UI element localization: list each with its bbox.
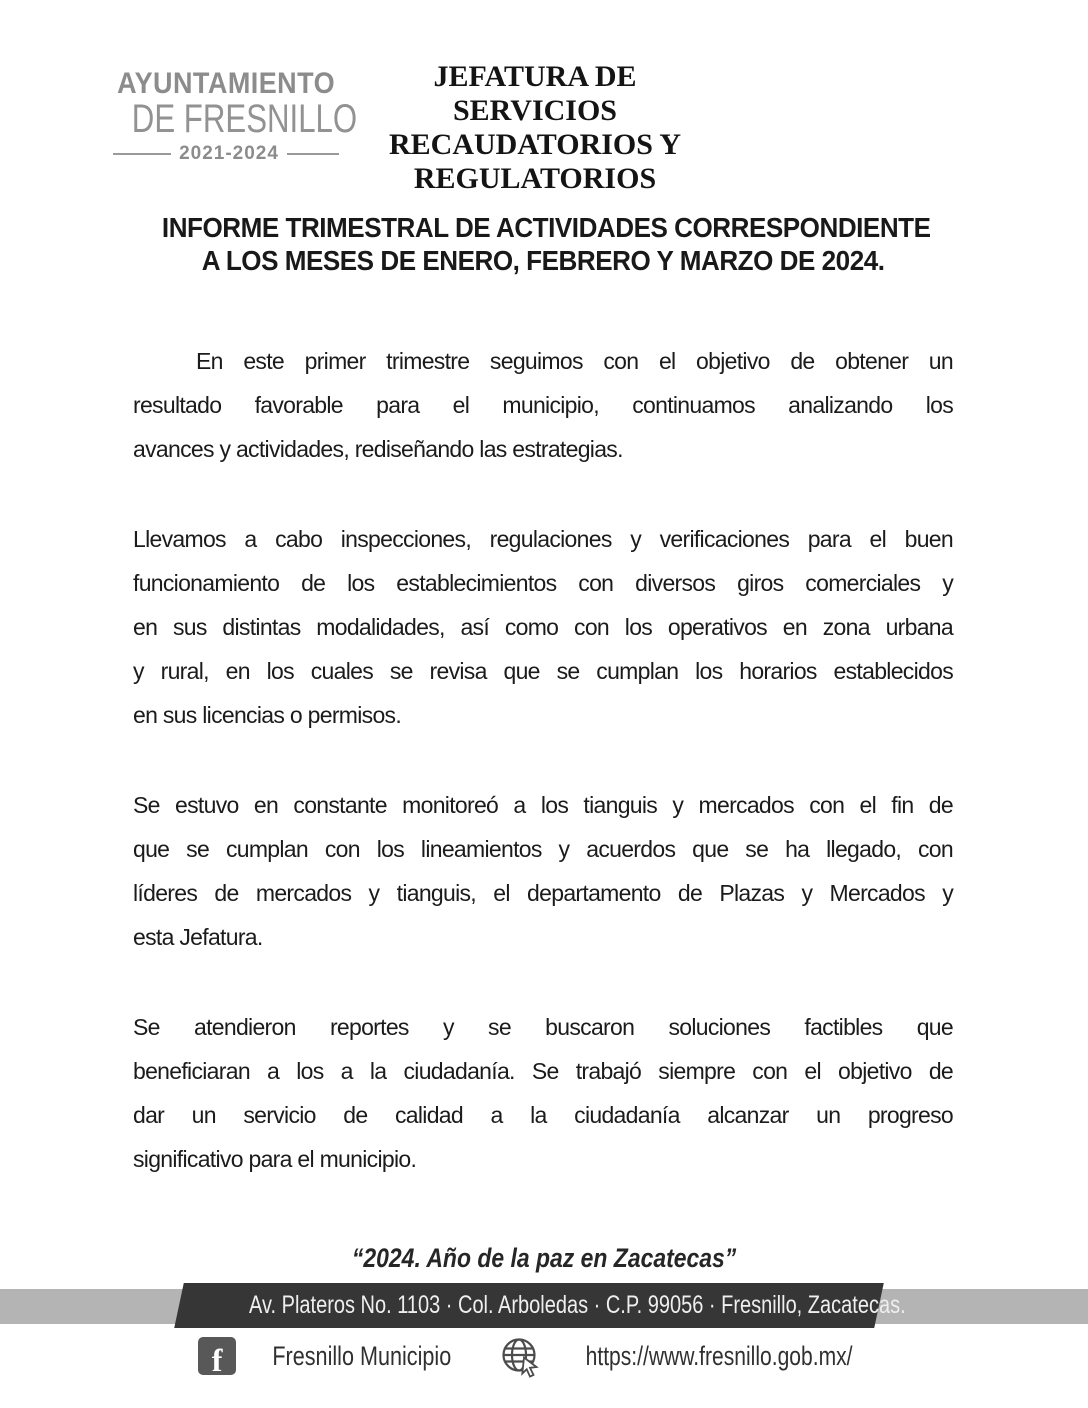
paragraph-line: resultado favorable para el municipio, continuamos analizando los	[133, 392, 953, 418]
paragraph-line: que se cumplan con los lineamientos y acuerdos que se ha llegado, con	[133, 836, 953, 862]
department-title-line: REGULATORIOS	[413, 162, 657, 195]
paragraph	[133, 1005, 953, 1181]
logo-rule-left	[113, 153, 171, 155]
paragraph-line: en sus distintas modalidades, así como con los operativos en zona urbana	[133, 614, 953, 640]
report-title-line: INFORME TRIMESTRAL DE ACTIVIDADES CORRESPONDIENTE	[161, 212, 931, 243]
paragraph-line: y rural, en los cuales se revisa que se cumplan los horarios establecidos	[133, 658, 953, 684]
paragraph-line: avances y actividades, rediseñando las estrategias.	[133, 436, 623, 462]
report-title-line: A LOS MESES DE ENERO, FEBRERO Y MARZO DE 2024.	[201, 245, 885, 276]
state-slogan: “2024. Año de la paz en Zacatecas”	[351, 1243, 737, 1273]
logo-rule-right	[287, 153, 339, 155]
address-text: Av. Plateros No. 1103 · Col. Arboledas · C.P. 99056 · Fresnillo, Zacatecas.	[249, 1291, 906, 1319]
paragraph-line: esta Jefatura.	[133, 924, 263, 950]
logo-line-ayuntamiento: AYUNTAMIENTO	[117, 67, 335, 100]
facebook-icon: f	[198, 1337, 236, 1375]
paragraph-line: En este primer trimestre seguimos con el objetivo de obtener un	[196, 348, 953, 374]
social-row	[0, 1334, 1088, 1378]
paragraph	[133, 783, 953, 959]
address-banner	[174, 1283, 906, 1328]
logo-line-fresnillo: DE FRESNILLO	[131, 97, 358, 141]
paragraph-line: Se estuvo en constante monitoreó a los tianguis y mercados con el fin de	[133, 792, 953, 818]
logo-years-row	[100, 143, 352, 165]
paragraph-line: Se atendieron reportes y se buscaron soluciones factibles que	[133, 1014, 953, 1040]
globe-cursor-icon	[498, 1334, 542, 1378]
document-body	[133, 339, 953, 1181]
website-url: https://www.fresnillo.gob.mx/	[585, 1340, 853, 1371]
paragraph-line: Llevamos a cabo inspecciones, regulaciones y verificaciones para el buen	[133, 526, 953, 552]
paragraph-line: significativo para el municipio.	[133, 1146, 417, 1172]
paragraph	[133, 517, 953, 737]
municipality-logo	[100, 67, 358, 165]
paragraph-line: beneficiaran a los a la ciudadanía. Se trabajó siempre con el objetivo de	[133, 1058, 953, 1084]
department-title-line: RECAUDATORIOS Y	[389, 128, 681, 161]
logo-years: 2021-2024	[179, 143, 279, 164]
paragraph	[133, 339, 953, 471]
paragraph-line: funcionamiento de los establecimientos con diversos giros comerciales y	[133, 570, 953, 596]
report-title	[133, 211, 953, 277]
paragraph-line: en sus licencias o permisos.	[133, 702, 402, 728]
paragraph-line: dar un servicio de calidad a la ciudadanía alcanzar un progreso	[133, 1102, 953, 1128]
department-title-line: JEFATURA DE SERVICIOS	[433, 60, 637, 127]
paragraph-line: líderes de mercados y tianguis, el departamento de Plazas y Mercados y	[133, 880, 953, 906]
facebook-account-label: Fresnillo Municipio	[272, 1340, 452, 1371]
department-title	[350, 60, 720, 196]
